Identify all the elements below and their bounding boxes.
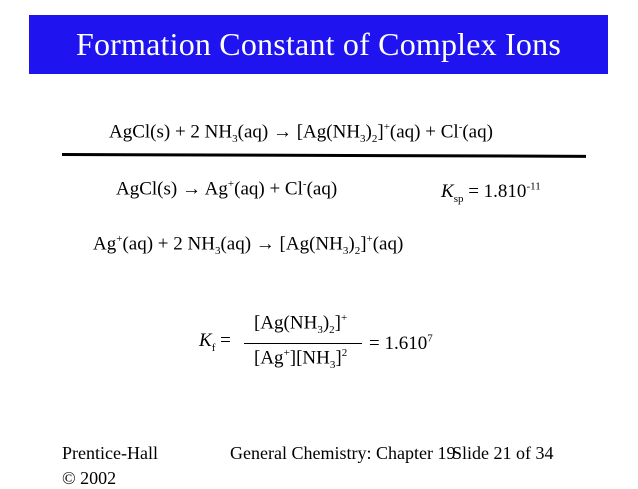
footer-publisher: Prentice-Hall: [62, 443, 158, 463]
title-bar: [29, 15, 608, 74]
kf-numerator: $[Ag(NH_3)_2]^+$: [254, 312, 348, 337]
kf-value: = $1.610^7$: [369, 332, 433, 354]
footer-copyright: © 2002: [62, 468, 117, 488]
divider-line: [62, 153, 586, 158]
fraction-bar: [244, 343, 362, 344]
ksp-value: $K_{sp}$ = $1.810^{-11}$: [441, 180, 541, 205]
footer-slide-number: Slide 21 of 34: [452, 443, 554, 463]
slide-title: Formation Constant of Complex Ions: [75, 26, 561, 62]
kf-reaction: Ag+(aq) + 2 $NH_3(aq) \to [Ag(NH_3)_2]^+(aq)$: [93, 233, 404, 258]
footer-chapter: General Chemistry: Chapter 19: [230, 443, 456, 463]
kf-label: $K_f$ =: [199, 330, 231, 354]
kf-denominator: $[Ag^+][NH_3]^2$: [254, 347, 348, 372]
overall-equation: AgCl(s) + 2 $NH_3(aq) \to [Ag(NH_3)_2]^+(aq) + Cl^-(aq)$: [109, 121, 493, 146]
ksp-reaction: AgCl(s) → Ag+(aq) + Cl-(aq): [116, 178, 338, 200]
